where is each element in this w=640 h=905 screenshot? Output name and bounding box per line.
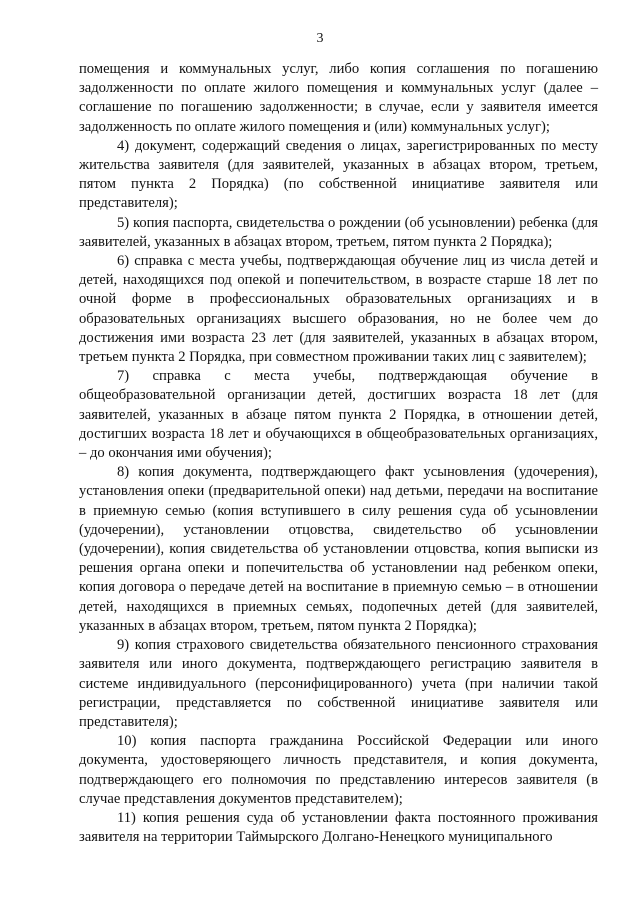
document-body — [79, 60, 598, 847]
paragraph-item-4: 4) документ, содержащий сведения о лицах, зарегистрированных по месту жительства заявителя (для заявителей, указанных в абзацах втором, третьем, пятом пункта 2 Порядка) (по собственной инициативе заявителя или представителя); — [79, 137, 598, 212]
paragraph-item-7: 7) справка с места учебы, подтверждающая обучение в общеобразовательной организации детей, достигших возраста 18 лет (для заявителей, указанных в абзаце пятом пункта 2 Порядка, в отношении детей, достигших возраста 18 лет и обучающихся в общеобразовательных организациях, – до окончания ими обучения); — [79, 368, 598, 462]
paragraph-continuation: помещения и коммунальных услуг, либо копия соглашения по погашению задолженности по оплате жилого помещения и коммунальных услуг (далее – соглашение по погашению задолженности; в случае, если у заявителя имеется задолженность по оплате жилого помещения и (или) коммунальных услуг); — [79, 61, 598, 135]
paragraph-item-10: 10) копия паспорта гражданина Российской Федерации или иного документа, удостоверяющего личность представителя, и копия документа, подтверждающего его полномочия по представлению интересов заявителя (в случае представления документов представителем); — [79, 733, 598, 807]
paragraph-item-5: 5) копия паспорта, свидетельства о рождении (об усыновлении) ребенка (для заявителей, указанных в абзацах втором, третьем, пятом пункта 2 Порядка); — [79, 214, 598, 250]
paragraph-item-9: 9) копия страхового свидетельства обязательного пенсионного страхования заявителя или иного документа, подтверждающего регистрацию заявителя в системе индивидуального (персонифицированного) учета (при наличии такой регистрации, представляется по собственной инициативе заявителя или представителя); — [79, 637, 598, 730]
paragraph-item-11: 11) копия решения суда об установлении факта постоянного проживания заявителя на территории Таймырского Долгано-Ненецкого муниципального — [79, 809, 598, 846]
paragraph-item-8: 8) копия документа, подтверждающего факт усыновления (удочерения), установления опеки (предварительной опеки) над детьми, передачи на воспитание в приемную семью (копия вступившего в силу решения суда об усыновлении (удочерении), установлении отцовства, свидетельство об усыновлении (удочерении), копия свидетельства об установлении отцовства, копия выписки из решения органа опеки и попечительства об установлении над ребенком опеки, копия договора о передаче детей на воспитание в приемную семью – в отношении детей, находящихся в приемных семьях, подопечных детей (для заявителей, указанных в абзацах втором, третьем, пятом пункта 2 Порядка); — [79, 464, 598, 634]
paragraph-item-6: 6) справка с места учебы, подтверждающая обучение лиц из числа детей и детей, находящихся под опекой и попечительством, в возрасте старше 18 лет по очной форме в профессиональных образовательных организациях и в образовательных организациях высшего образования, но не более чем до достижения ими возраста 23 лет (для заявителей, указанных в абзацах втором, третьем пункта 2 Порядка, при совместном проживании таких лиц с заявителем); — [79, 253, 598, 366]
page-number: 3 — [316, 31, 324, 46]
